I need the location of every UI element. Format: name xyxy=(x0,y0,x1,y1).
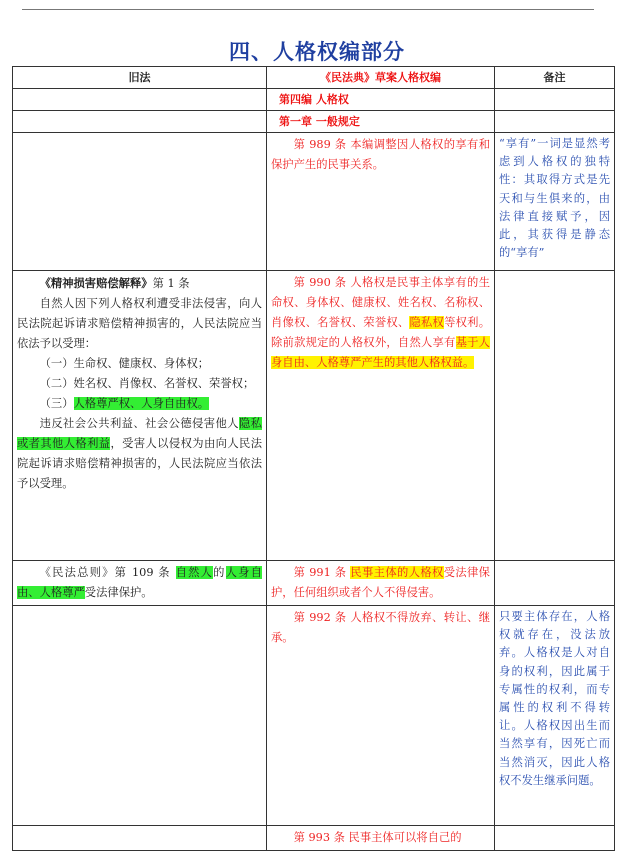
chapter-heading: 第一章 一般规定 xyxy=(267,111,495,133)
page-title: 四、人格权编部分 xyxy=(229,40,405,64)
table-row xyxy=(13,271,615,561)
note-989: “享有”一词是显然考虑到人格权的独特性：其取得方式是先天和与生俱来的，由法律直接赋予，因此，其获得是静态的“享有” xyxy=(495,133,615,271)
part-heading: 第四编 人格权 xyxy=(267,89,495,111)
table-row xyxy=(13,826,615,851)
old-law-spiritual-damages: 《精神损害赔偿解释》第 1 条 自然人因下列人格权利遭受非法侵害，向人民法院起诉请求赔偿精神损害的，人民法院应当依法予以受理： （一）生命权、健康权、身体权； （二）姓名权、肖像权、名誉权、荣誉权； （三）人格尊严权、人身自由权。 违反社会公共利益、社会公德侵害他人隐私或者其他人格利益，受害人以侵权为由向人民法院起诉请求赔偿精神损害的，人民法院应当依法予以受理。 xyxy=(13,271,267,561)
header-old-law: 旧法 xyxy=(13,67,267,89)
article-992: 第 992 条 人格权不得放弃、转让、继承。 xyxy=(267,606,495,826)
comparison-table xyxy=(12,66,615,851)
header-draft: 《民法典》草案人格权编 xyxy=(267,67,495,89)
table-row xyxy=(13,111,615,133)
note-992: 只要主体存在，人格权就存在，没法放弃。人格权是人对自身的权利，因此属于专属性的权利，而专属性的权利不得转让。人格权因出生而当然享有，因死亡而当然消灭，因此人格权不发生继承问题。 xyxy=(495,606,615,826)
top-rule xyxy=(22,9,594,10)
table-header-row xyxy=(13,67,615,89)
old-law-general-provisions-109: 《民法总则》第 109 条 自然人的人身自由、人格尊严受法律保护。 xyxy=(13,561,267,606)
table-row xyxy=(13,133,615,271)
table-row xyxy=(13,89,615,111)
table-row xyxy=(13,561,615,606)
article-989: 第 989 条 本编调整因人格权的享有和保护产生的民事关系。 xyxy=(267,133,495,271)
article-993: 第 993 条 民事主体可以将自己的 xyxy=(267,826,495,851)
header-notes: 备注 xyxy=(495,67,615,89)
article-991: 第 991 条 民事主体的人格权受法律保护，任何组织或者个人不得侵害。 xyxy=(267,561,495,606)
article-990: 第 990 条 人格权是民事主体享有的生命权、身体权、健康权、姓名权、名称权、肖像权、名誉权、荣誉权、隐私权等权利。除前款规定的人格权外，自然人享有基于人身自由、人格尊严产生的其他人格权益。 xyxy=(267,271,495,561)
table-row xyxy=(13,606,615,826)
